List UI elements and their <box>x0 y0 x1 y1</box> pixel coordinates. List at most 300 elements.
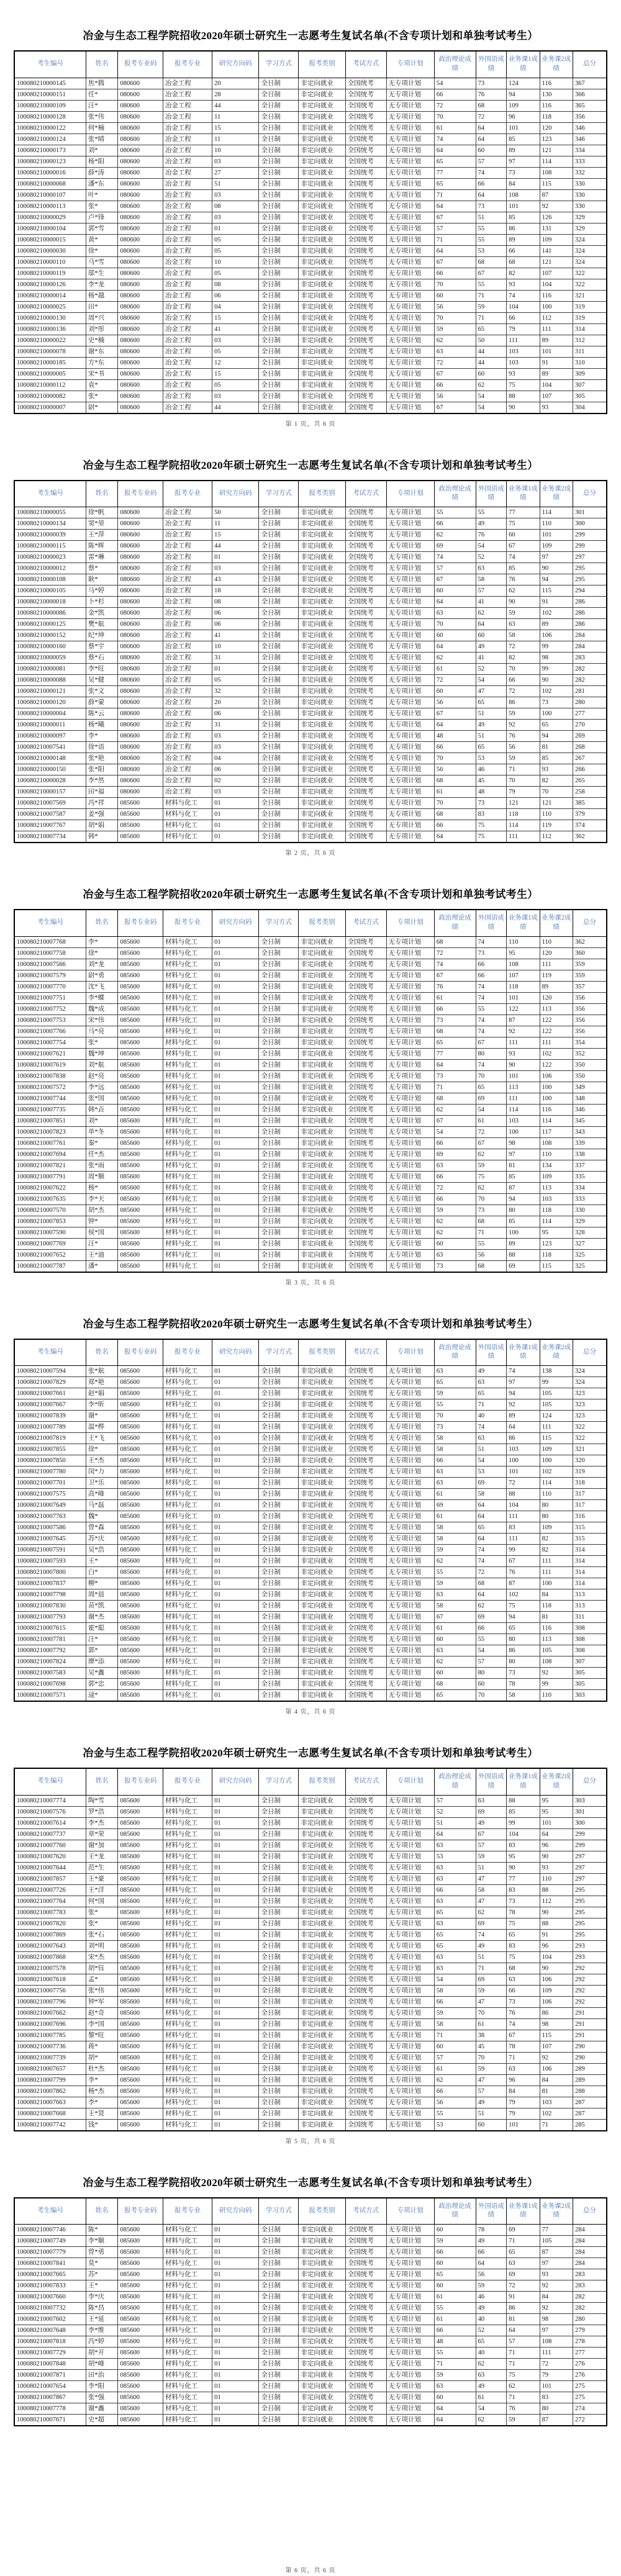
cell-total-score: 265 <box>573 775 607 787</box>
cell-study-mode: 全日制 <box>259 89 299 100</box>
cell-category: 非定向就业 <box>299 664 345 675</box>
cell-course2-score: 106 <box>540 1070 573 1082</box>
cell-exam-mode: 全国统考 <box>345 2030 386 2041</box>
cell-major: 材料与化工 <box>163 1070 212 1082</box>
cell-category: 非定向就业 <box>299 156 345 167</box>
cell-exam-mode: 全国统考 <box>345 2336 386 2348</box>
cell-course1-score: 86 <box>507 697 540 708</box>
cell-exam-mode: 全国统考 <box>345 820 386 831</box>
cell-foreign-language-score: 59 <box>476 1985 507 1996</box>
cell-politics-score: 66 <box>434 518 476 530</box>
cell-major: 冶金工程 <box>163 630 212 641</box>
cell-major: 材料与化工 <box>163 1048 212 1059</box>
cell-direction-code: 01 <box>212 1015 259 1026</box>
cell-direction-code: 20 <box>212 78 259 89</box>
cell-course2-score: 73 <box>540 697 573 708</box>
cell-study-mode: 全日制 <box>259 2097 299 2108</box>
cell-category: 非定向就业 <box>299 2052 345 2063</box>
cell-study-mode: 全日制 <box>259 1003 299 1015</box>
cell-study-mode: 全日制 <box>259 312 299 323</box>
cell-candidate-id: 100080210007739 <box>14 2052 86 2063</box>
cell-name: 刘*航 <box>86 1059 118 1070</box>
cell-direction-code: 01 <box>212 1612 259 1623</box>
cell-candidate-id: 100080210000022 <box>14 335 86 346</box>
cell-course2-score: 104 <box>540 379 573 391</box>
cell-exam-mode: 全国统考 <box>345 1377 386 1388</box>
cell-study-mode: 全日制 <box>259 1149 299 1160</box>
cell-total-score: 282 <box>573 675 607 686</box>
cell-special-plan: 无专项计划 <box>386 2381 434 2392</box>
cell-course2-score: 111 <box>540 1567 573 1578</box>
cell-total-score: 307 <box>573 379 607 391</box>
table-row <box>14 1623 607 1634</box>
cell-major-code: 085600 <box>118 1411 163 1422</box>
cell-major: 材料与化工 <box>163 1455 212 1467</box>
cell-major: 材料与化工 <box>163 1399 212 1411</box>
cell-direction-code: 01 <box>212 2415 259 2426</box>
cell-foreign-language-score: 74 <box>476 167 507 178</box>
cell-major-code: 085600 <box>118 2258 163 2269</box>
cell-study-mode: 全日制 <box>259 2314 299 2325</box>
cell-category: 非定向就业 <box>299 2247 345 2258</box>
cell-candidate-id: 100080210007785 <box>14 2030 86 2041</box>
cell-category: 非定向就业 <box>299 708 345 720</box>
cell-name: 潘*东 <box>86 178 118 189</box>
cell-foreign-language-score: 65 <box>476 742 507 753</box>
cell-category: 非定向就业 <box>299 1589 345 1601</box>
cell-politics-score: 61 <box>434 2314 476 2325</box>
cell-major: 材料与化工 <box>163 1862 212 1873</box>
cell-name: 杨*越 <box>86 290 118 301</box>
cell-course1-score: 66 <box>507 312 540 323</box>
cell-course2-score: 110 <box>540 1149 573 1160</box>
cell-major-code: 085600 <box>118 2041 163 2052</box>
cell-direction-code: 01 <box>212 1126 259 1137</box>
cell-major-code: 085600 <box>118 1366 163 1377</box>
cell-major: 材料与化工 <box>163 2236 212 2247</box>
cell-name: 苗*凯 <box>86 1601 118 1612</box>
cell-direction-code: 05 <box>212 268 259 279</box>
cell-exam-mode: 全国统考 <box>345 992 386 1003</box>
cell-total-score: 295 <box>573 1884 607 1896</box>
cell-category: 非定向就业 <box>299 1216 345 1227</box>
cell-name: 李*维 <box>86 2325 118 2336</box>
cell-direction-code: 01 <box>212 2392 259 2403</box>
cell-course1-score: 63 <box>507 619 540 630</box>
cell-category: 非定向就业 <box>299 2007 345 2018</box>
cell-foreign-language-score: 64 <box>476 1500 507 1511</box>
cell-foreign-language-score: 59 <box>476 2280 507 2292</box>
cell-exam-mode: 全国统考 <box>345 167 386 178</box>
cell-candidate-id: 100080210000112 <box>14 379 86 391</box>
cell-major-code: 080600 <box>118 189 163 201</box>
cell-course2-score: 117 <box>540 1126 573 1137</box>
cell-category: 非定向就业 <box>299 368 345 379</box>
cell-course2-score: 114 <box>540 1216 573 1227</box>
cell-candidate-id: 100080210007635 <box>14 1193 86 1204</box>
cell-major: 材料与化工 <box>163 2007 212 2018</box>
cell-major-code: 080600 <box>118 641 163 653</box>
cell-special-plan: 无专项计划 <box>386 541 434 552</box>
cell-exam-mode: 全国统考 <box>345 697 386 708</box>
cell-special-plan: 无专项计划 <box>386 1806 434 1817</box>
cell-exam-mode: 全国统考 <box>345 1534 386 1545</box>
column-header-politics-score: 政治理论成绩 <box>434 1768 476 1795</box>
cell-course1-score: 76 <box>507 2007 540 2018</box>
cell-politics-score: 66 <box>434 1137 476 1149</box>
cell-foreign-language-score: 60 <box>476 368 507 379</box>
cell-candidate-id: 100080210007764 <box>14 1896 86 1907</box>
cell-course2-score: 84 <box>540 2074 573 2086</box>
cell-major: 材料与化工 <box>163 1059 212 1070</box>
cell-special-plan: 无专项计划 <box>386 234 434 245</box>
cell-politics-score: 57 <box>434 1795 476 1806</box>
cell-exam-mode: 全国统考 <box>345 1070 386 1082</box>
cell-politics-score: 69 <box>434 541 476 552</box>
cell-politics-score: 70 <box>434 312 476 323</box>
cell-candidate-id: 100080210000130 <box>14 312 86 323</box>
table-row <box>14 2225 607 2236</box>
cell-major: 材料与化工 <box>163 1623 212 1634</box>
column-header-politics-score: 政治理论成绩 <box>434 1339 476 1366</box>
column-header-exam-mode: 考试方式 <box>345 2198 386 2225</box>
cell-course2-score: 120 <box>540 992 573 1003</box>
cell-major: 材料与化工 <box>163 1896 212 1907</box>
cell-course1-score: 81 <box>507 1160 540 1171</box>
cell-exam-mode: 全国统考 <box>345 2258 386 2269</box>
cell-direction-code: 01 <box>212 1862 259 1873</box>
cell-major: 材料与化工 <box>163 1003 212 1015</box>
cell-politics-score: 56 <box>434 301 476 312</box>
cell-special-plan: 无专项计划 <box>386 1489 434 1500</box>
cell-candidate-id: 100080210007615 <box>14 1623 86 1634</box>
cell-direction-code: 01 <box>212 552 259 563</box>
cell-major-code: 080600 <box>118 664 163 675</box>
cell-study-mode: 全日制 <box>259 664 299 675</box>
cell-candidate-id: 100080210000104 <box>14 223 86 234</box>
cell-politics-score: 54 <box>434 1974 476 1985</box>
cell-total-score: 324 <box>573 1377 607 1388</box>
cell-major: 冶金工程 <box>163 178 212 189</box>
cell-major-code: 085600 <box>118 2336 163 2348</box>
cell-major-code: 085600 <box>118 1623 163 1634</box>
cell-candidate-id: 100080210007593 <box>14 1556 86 1567</box>
cell-foreign-language-score: 63 <box>476 1377 507 1388</box>
table-row <box>14 1366 607 1377</box>
cell-politics-score: 56 <box>434 764 476 775</box>
cell-exam-mode: 全国统考 <box>345 2381 386 2392</box>
cell-category: 非定向就业 <box>299 1522 345 1534</box>
cell-course2-score: 82 <box>540 1534 573 1545</box>
cell-exam-mode: 全国统考 <box>345 2314 386 2325</box>
cell-special-plan: 无专项计划 <box>386 391 434 402</box>
cell-exam-mode: 全国统考 <box>345 290 386 301</box>
cell-course2-score: 77 <box>540 2225 573 2236</box>
cell-course2-score: 102 <box>540 686 573 697</box>
table-row <box>14 89 607 100</box>
cell-major: 冶金工程 <box>163 78 212 89</box>
cell-foreign-language-score: 66 <box>476 1623 507 1634</box>
cell-category: 非定向就业 <box>299 379 345 391</box>
cell-category: 非定向就业 <box>299 809 345 820</box>
cell-course1-score: 81 <box>507 2314 540 2325</box>
cell-foreign-language-score: 64 <box>476 133 507 145</box>
cell-study-mode: 全日制 <box>259 2247 299 2258</box>
cell-special-plan: 无专项计划 <box>386 1534 434 1545</box>
cell-direction-code: 01 <box>212 2403 259 2415</box>
cell-name: 蔡*石 <box>86 653 118 664</box>
cell-special-plan: 无专项计划 <box>386 1862 434 1873</box>
cell-study-mode: 全日制 <box>259 653 299 664</box>
cell-study-mode: 全日制 <box>259 1249 299 1260</box>
table-row <box>14 1467 607 1478</box>
cell-major: 冶金工程 <box>163 697 212 708</box>
cell-major: 材料与化工 <box>163 2392 212 2403</box>
cell-special-plan: 无专项计划 <box>386 742 434 753</box>
cell-foreign-language-score: 65 <box>476 697 507 708</box>
cell-candidate-id: 100080210007787 <box>14 1260 86 1272</box>
cell-total-score: 334 <box>573 145 607 156</box>
cell-candidate-id: 100080210007867 <box>14 2392 86 2403</box>
cell-major: 材料与化工 <box>163 1851 212 1862</box>
cell-major: 冶金工程 <box>163 290 212 301</box>
cell-study-mode: 全日制 <box>259 970 299 981</box>
cell-name: 王*延 <box>86 2314 118 2325</box>
cell-study-mode: 全日制 <box>259 1668 299 1679</box>
cell-candidate-id: 100080210000004 <box>14 708 86 720</box>
cell-exam-mode: 全国统考 <box>345 1003 386 1015</box>
cell-name: 李* <box>86 2074 118 2086</box>
cell-foreign-language-score: 57 <box>476 1656 507 1668</box>
cell-politics-score: 74 <box>434 959 476 970</box>
cell-special-plan: 无专项计划 <box>386 2097 434 2108</box>
cell-major: 冶金工程 <box>163 507 212 518</box>
cell-exam-mode: 全国统考 <box>345 1951 386 1963</box>
cell-politics-score: 63 <box>434 1862 476 1873</box>
cell-candidate-id: 100080210007661 <box>14 1388 86 1399</box>
cell-candidate-id: 100080210007793 <box>14 1612 86 1623</box>
cell-major-code: 085600 <box>118 2018 163 2030</box>
cell-exam-mode: 全国统考 <box>345 1840 386 1851</box>
cell-direction-code: 01 <box>212 2348 259 2359</box>
cell-candidate-id: 100080210007729 <box>14 2348 86 2359</box>
table-row <box>14 787 607 798</box>
cell-foreign-language-score: 49 <box>476 2303 507 2314</box>
cell-exam-mode: 全国统考 <box>345 1444 386 1455</box>
cell-total-score: 291 <box>573 2007 607 2018</box>
page-footer: 第 1 页，共 6 页 <box>285 420 336 428</box>
cell-foreign-language-score: 66 <box>476 2247 507 2258</box>
column-header-special-plan: 专项计划 <box>386 481 434 507</box>
column-header-direction-code: 研究方向码 <box>212 51 259 78</box>
cell-total-score: 323 <box>573 1399 607 1411</box>
cell-major-code: 085600 <box>118 2108 163 2119</box>
cell-course1-score: 69 <box>507 2269 540 2280</box>
cell-exam-mode: 全国统考 <box>345 1193 386 1204</box>
cell-category: 非定向就业 <box>299 178 345 189</box>
cell-candidate-id: 100080210007737 <box>14 1828 86 1840</box>
cell-exam-mode: 全国统考 <box>345 753 386 764</box>
cell-name: 韩*垚 <box>86 1104 118 1115</box>
cell-exam-mode: 全国统考 <box>345 1137 386 1149</box>
cell-course1-score: 59 <box>507 708 540 720</box>
cell-politics-score: 66 <box>434 1003 476 1015</box>
cell-major: 材料与化工 <box>163 2052 212 2063</box>
cell-category: 非定向就业 <box>299 1037 345 1048</box>
cell-foreign-language-score: 53 <box>476 245 507 256</box>
cell-major: 材料与化工 <box>163 1963 212 1974</box>
cell-course1-score: 57 <box>507 2336 540 2348</box>
cell-direction-code: 05 <box>212 234 259 245</box>
cell-total-score: 314 <box>573 323 607 335</box>
table-row <box>14 1193 607 1204</box>
cell-exam-mode: 全国统考 <box>345 156 386 167</box>
cell-name: 胡*杰 <box>86 1204 118 1216</box>
cell-politics-score: 69 <box>434 1500 476 1511</box>
cell-exam-mode: 全国统考 <box>345 1545 386 1556</box>
column-header-study-mode: 学习方式 <box>259 1339 299 1366</box>
cell-course2-score: 110 <box>540 1489 573 1500</box>
cell-study-mode: 全日制 <box>259 223 299 234</box>
cell-name: 李* <box>86 2097 118 2108</box>
cell-total-score: 315 <box>573 1522 607 1534</box>
cell-foreign-language-score: 62 <box>476 1149 507 1160</box>
cell-special-plan: 无专项计划 <box>386 1238 434 1249</box>
cell-direction-code: 01 <box>212 1795 259 1806</box>
column-header-course2-score: 业务课2成绩 <box>540 1768 573 1795</box>
cell-exam-mode: 全国统考 <box>345 1668 386 1679</box>
cell-politics-score: 67 <box>434 574 476 585</box>
cell-category: 非定向就业 <box>299 1907 345 1918</box>
cell-course1-score: 69 <box>507 1260 540 1272</box>
column-header-major: 报考专业 <box>163 1339 212 1366</box>
cell-exam-mode: 全国统考 <box>345 1884 386 1896</box>
cell-course1-score: 71 <box>507 2236 540 2247</box>
cell-exam-mode: 全国统考 <box>345 1149 386 1160</box>
cell-category: 非定向就业 <box>299 301 345 312</box>
cell-major-code: 080600 <box>118 368 163 379</box>
cell-course2-score: 111 <box>540 1556 573 1567</box>
cell-candidate-id: 100080210000151 <box>14 89 86 100</box>
table-row <box>14 1567 607 1578</box>
cell-study-mode: 全日制 <box>259 2403 299 2415</box>
cell-foreign-language-score: 68 <box>476 1216 507 1227</box>
cell-major: 材料与化工 <box>163 1026 212 1037</box>
cell-category: 非定向就业 <box>299 585 345 597</box>
cell-major-code: 085600 <box>118 1668 163 1679</box>
cell-study-mode: 全日制 <box>259 1026 299 1037</box>
cell-course2-score: 110 <box>540 809 573 820</box>
cell-total-score: 280 <box>573 697 607 708</box>
cell-name: 金*凯 <box>86 608 118 619</box>
cell-major: 冶金工程 <box>163 379 212 391</box>
cell-course2-score: 134 <box>540 1160 573 1171</box>
cell-exam-mode: 全国统考 <box>345 357 386 368</box>
cell-major-code: 080600 <box>118 335 163 346</box>
cell-category: 非定向就业 <box>299 1249 345 1260</box>
cell-study-mode: 全日制 <box>259 346 299 357</box>
cell-candidate-id: 100080210007696 <box>14 2018 86 2030</box>
cell-name: 白* <box>86 1567 118 1578</box>
cell-exam-mode: 全国统考 <box>345 1249 386 1260</box>
cell-major: 冶金工程 <box>163 753 212 764</box>
cell-candidate-id: 100080210007665 <box>14 2269 86 2280</box>
cell-special-plan: 无专项计划 <box>386 1690 434 1702</box>
cell-direction-code: 12 <box>212 357 259 368</box>
cell-course1-score: 82 <box>507 653 540 664</box>
header-row <box>14 51 607 78</box>
cell-course2-score: 131 <box>540 223 573 234</box>
table-row <box>14 2030 607 2041</box>
cell-politics-score: 67 <box>434 402 476 414</box>
cell-foreign-language-score: 55 <box>476 223 507 234</box>
cell-special-plan: 无专项计划 <box>386 1455 434 1467</box>
cell-candidate-id: 100080210007643 <box>14 1940 86 1951</box>
cell-major: 冶金工程 <box>163 563 212 574</box>
cell-major-code: 080600 <box>118 111 163 122</box>
cell-foreign-language-score: 53 <box>476 753 507 764</box>
cell-category: 非定向就业 <box>299 2403 345 2415</box>
cell-name: 樊*航 <box>86 619 118 630</box>
cell-special-plan: 无专项计划 <box>386 798 434 809</box>
cell-course1-score: 64 <box>507 1422 540 1433</box>
cell-exam-mode: 全国统考 <box>345 1399 386 1411</box>
cell-politics-score: 59 <box>434 1204 476 1216</box>
cell-direction-code: 41 <box>212 630 259 641</box>
cell-foreign-language-score: 65 <box>476 1522 507 1534</box>
cell-foreign-language-score: 74 <box>476 1015 507 1026</box>
cell-study-mode: 全日制 <box>259 111 299 122</box>
cell-candidate-id: 100080210000145 <box>14 78 86 89</box>
cell-course2-score: 123 <box>540 133 573 145</box>
cell-direction-code: 01 <box>212 1037 259 1048</box>
cell-politics-score: 55 <box>434 2108 476 2119</box>
cell-direction-code: 04 <box>212 753 259 764</box>
cell-total-score: 367 <box>573 78 607 89</box>
cell-candidate-id: 100080210000082 <box>14 391 86 402</box>
table-row <box>14 1377 607 1388</box>
cell-study-mode: 全日制 <box>259 1589 299 1601</box>
cell-course1-score: 80 <box>507 1634 540 1645</box>
cell-study-mode: 全日制 <box>259 992 299 1003</box>
cell-major: 材料与化工 <box>163 2359 212 2370</box>
cell-name: 孟* <box>86 1974 118 1985</box>
cell-exam-mode: 全国统考 <box>345 1589 386 1601</box>
cell-course2-score: 87 <box>540 189 573 201</box>
cell-name: 马*雪 <box>86 256 118 268</box>
cell-course1-score: 85 <box>507 212 540 223</box>
cell-course1-score: 76 <box>507 1567 540 1578</box>
cell-direction-code: 50 <box>212 507 259 518</box>
cell-total-score: 277 <box>573 708 607 720</box>
cell-major-code: 085600 <box>118 1612 163 1623</box>
cell-study-mode: 全日制 <box>259 1918 299 1929</box>
cell-major: 冶金工程 <box>163 574 212 585</box>
table-row <box>14 1093 607 1104</box>
cell-direction-code: 03 <box>212 787 259 798</box>
cell-major-code: 085600 <box>118 1377 163 1388</box>
cell-candidate-id: 100080210007749 <box>14 2236 86 2247</box>
cell-course2-score: 104 <box>540 1951 573 1963</box>
cell-total-score: 323 <box>573 1388 607 1399</box>
cell-course1-score: 75 <box>507 518 540 530</box>
cell-special-plan: 无专项计划 <box>386 507 434 518</box>
cell-study-mode: 全日制 <box>259 100 299 111</box>
cell-course2-score: 88 <box>540 1884 573 1896</box>
cell-exam-mode: 全国统考 <box>345 1828 386 1840</box>
cell-politics-score: 66 <box>434 1171 476 1182</box>
cell-total-score: 295 <box>573 1918 607 1929</box>
